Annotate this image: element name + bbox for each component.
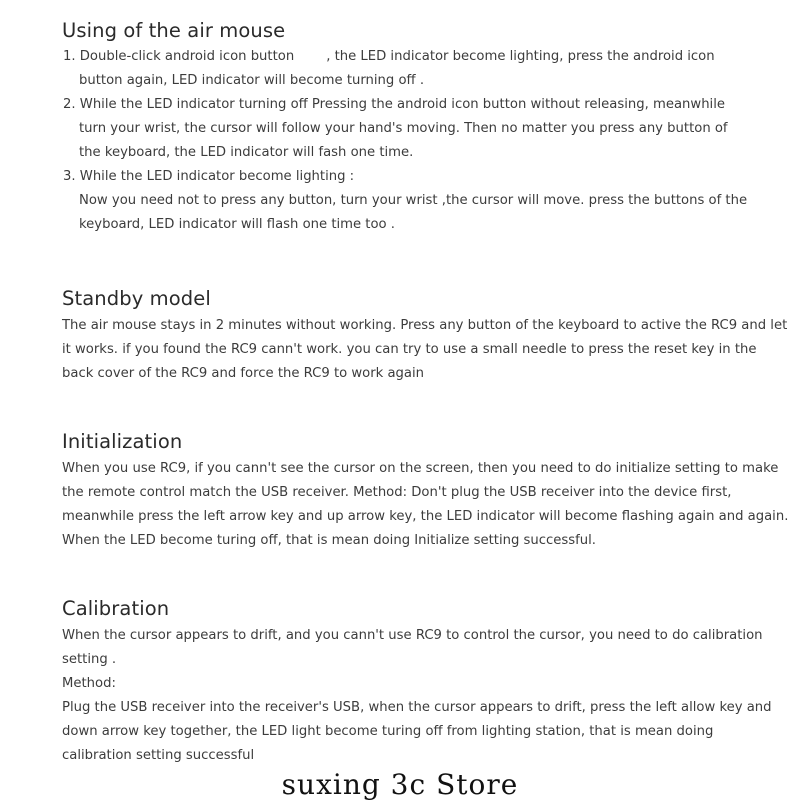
initialization-line-1: When you use RC9, if you cann't see the cursor on the screen, then you need to do initialize setting to make [62,461,779,476]
section-title-calibration: Calibration [62,597,170,620]
air-mouse-step-3-cont-1: Now you need not to press any button, turn your wrist ,the cursor will move. press the buttons of the [79,193,748,208]
air-mouse-step-3-cont-2: keyboard, LED indicator will flash one time too . [79,217,396,232]
air-mouse-step-2: 2. While the LED indicator turning off Pressing the android icon button without releasing, meanwhile [63,97,726,112]
initialization-line-4: When the LED become turing off, that is mean doing Initialize setting successful. [62,533,596,548]
calibration-line-3: Method: [62,676,116,691]
air-mouse-step-2-cont-1: turn your wrist, the cursor will follow your hand's moving. Then no matter you press any button of [79,121,728,136]
calibration-line-2: setting . [62,652,117,667]
calibration-line-6: calibration setting successful [62,748,255,763]
section-title-initialization: Initialization [62,430,183,453]
air-mouse-step-2-cont-2: the keyboard, the LED indicator will fash one time. [79,145,414,160]
standby-line-2: it works. if you found the RC9 cann't work. you can try to use a small needle to press the reset key in the [62,342,757,357]
air-mouse-step-1-part-a: 1. Double-click android icon button [63,49,295,64]
store-footer: suxing 3c Store [281,768,519,801]
standby-line-1: The air mouse stays in 2 minutes without working. Press any button of the keyboard to active the RC9 and let [62,318,788,333]
standby-line-3: back cover of the RC9 and force the RC9 to work again [62,366,425,381]
air-mouse-step-1-cont: button again, LED indicator will become turning off . [79,73,425,88]
section-title-standby: Standby model [62,287,211,310]
calibration-line-1: When the cursor appears to drift, and you cann't use RC9 to control the cursor, you need to do calibration [62,628,763,643]
air-mouse-step-1-part-b: , the LED indicator become lighting, press the android icon [326,49,715,64]
section-title-air-mouse: Using of the air mouse [62,19,286,42]
initialization-line-3: meanwhile press the left arrow key and up arrow key, the LED indicator will become flashing again and again. [62,509,789,524]
calibration-line-5: down arrow key together, the LED light become turing off from lighting station, that is mean doing [62,724,714,739]
air-mouse-step-3: 3. While the LED indicator become lighting : [63,169,355,184]
initialization-line-2: the remote control match the USB receiver. Method: Don't plug the USB receiver into the device first, [62,485,732,500]
calibration-line-4: Plug the USB receiver into the receiver's USB, when the cursor appears to drift, press the left allow key and [62,700,772,715]
air-mouse-step-1 [63,48,715,65]
